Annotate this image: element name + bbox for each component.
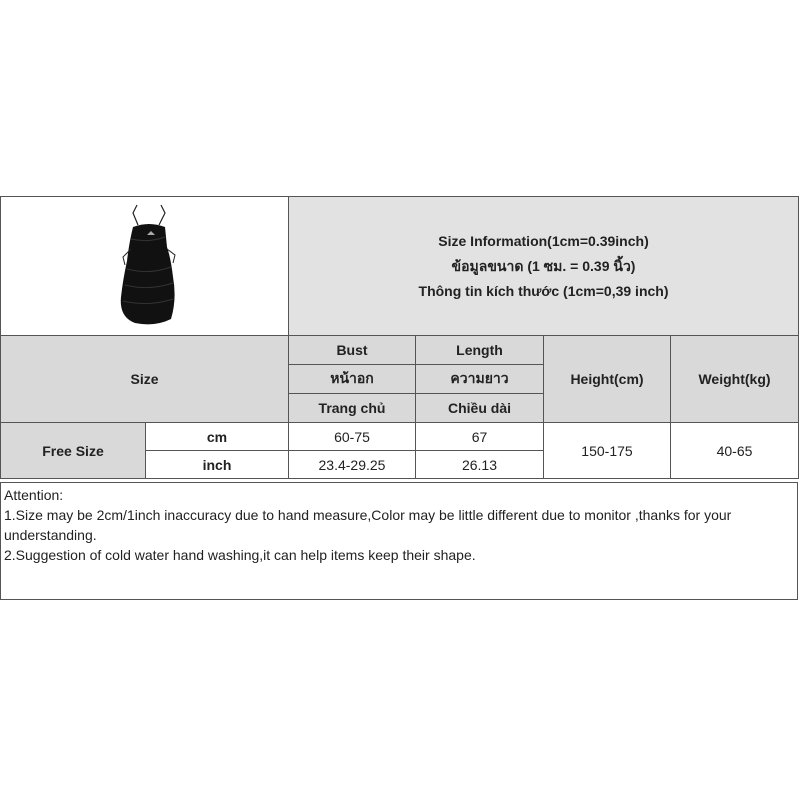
weight-value: 40-65 <box>671 423 799 479</box>
weight-header: Weight(kg) <box>671 336 799 423</box>
height-header: Height(cm) <box>544 336 671 423</box>
attention-notes <box>0 482 798 600</box>
height-value: 150-175 <box>544 423 671 479</box>
length-cm-value: 67 <box>416 423 544 451</box>
bust-header-vi: Trang chủ <box>289 394 416 423</box>
title-line-en: Size Information(1cm=0.39inch) <box>438 232 649 249</box>
bust-header-en: Bust <box>289 336 416 365</box>
length-inch-value: 26.13 <box>416 451 544 479</box>
size-information-title <box>289 197 799 336</box>
attention-note-1: 1.Size may be 2cm/1inch inaccuracy due to hand measure,Color may be little different due to monitor ,thanks for your understanding. <box>4 507 732 543</box>
title-line-vi: Thông tin kích thước (1cm=0,39 inch) <box>418 282 669 299</box>
title-line-th: ข้อมูลขนาด (1 ซม. = 0.39 นิ้ว) <box>451 257 636 274</box>
bust-inch-value: 23.4-29.25 <box>289 451 416 479</box>
attention-heading: Attention: <box>4 487 64 503</box>
bust-header-th: หน้าอก <box>289 365 416 394</box>
length-header-th: ความยาว <box>416 365 544 394</box>
product-photo-cell <box>1 197 289 336</box>
size-header-label: Size <box>1 336 289 423</box>
unit-cm-label: cm <box>146 423 289 451</box>
length-header-en: Length <box>416 336 544 365</box>
black-ruched-halter-dress-icon <box>75 199 215 333</box>
bust-cm-value: 60-75 <box>289 423 416 451</box>
size-chart-table <box>0 196 799 479</box>
length-header-vi: Chiều dài <box>416 394 544 423</box>
attention-note-2: 2.Suggestion of cold water hand washing,it can help items keep their shape. <box>4 547 476 563</box>
unit-inch-label: inch <box>146 451 289 479</box>
size-name-cell: Free Size <box>1 423 146 479</box>
